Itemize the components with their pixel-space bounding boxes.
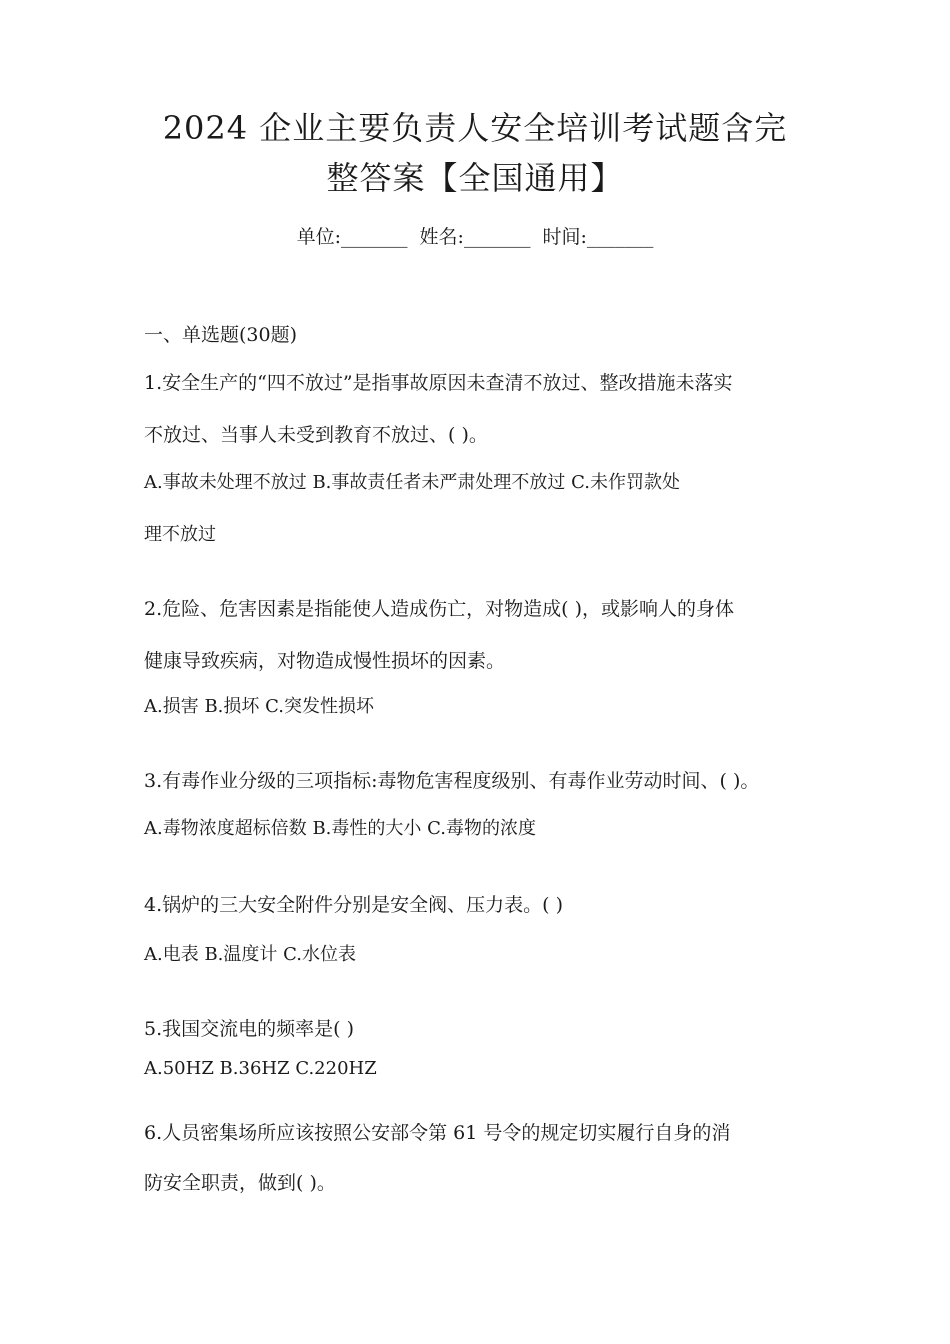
question-1-stem-line-1: 1.安全生产的“四不放过”是指事故原因未查清不放过、整改措施未落实 [144, 372, 733, 394]
question-2-stem-line-1: 2.危险、危害因素是指能使人造成伤亡，对物造成( )，或影响人的身体 [144, 598, 734, 620]
time-field: 时间:_______ [542, 226, 654, 248]
question-3-options-line-1: A.毒物浓度超标倍数 B.毒性的大小 C.毒物的浓度 [144, 818, 536, 839]
question-2-stem-line-2: 健康导致疾病，对物造成慢性损坏的因素。 [144, 650, 506, 672]
question-6-stem-line-2: 防安全职责，做到( )。 [144, 1172, 336, 1194]
question-5-options-line-1: A.50HZ B.36HZ C.220HZ [144, 1058, 377, 1079]
question-1-options-line-2: 理不放过 [144, 524, 216, 545]
section-heading: 一、单选题(30题) [144, 324, 298, 346]
header-fields [0, 222, 950, 252]
question-2-options-line-1: A.损害 B.损坏 C.突发性损坏 [144, 696, 374, 717]
document-title-line-1: 2024 企业主要负责人安全培训考试题含完 [162, 109, 788, 147]
question-6-stem-line-1: 6.人员密集场所应该按照公安部令第 61 号令的规定切实履行自身的消 [144, 1122, 731, 1144]
name-field: 姓名:_______ [419, 226, 531, 248]
question-1-stem-line-2: 不放过、当事人未受到教育不放过、( )。 [144, 424, 488, 446]
question-5-stem-line-1: 5.我国交流电的频率是( ) [144, 1018, 354, 1040]
question-4-stem-line-1: 4.锅炉的三大安全附件分别是安全阀、压力表。( ) [144, 894, 563, 916]
question-4-options-line-1: A.电表 B.温度计 C.水位表 [144, 944, 356, 965]
question-3-stem-line-1: 3.有毒作业分级的三项指标:毒物危害程度级别、有毒作业劳动时间、( )。 [144, 770, 760, 792]
unit-field: 单位:_______ [296, 226, 408, 248]
question-1-options-line-1: A.事故未处理不放过 B.事故责任者未严肃处理不放过 C.未作罚款处 [144, 472, 680, 493]
document-title-line-2: 整答案【全国通用】 [326, 159, 624, 197]
